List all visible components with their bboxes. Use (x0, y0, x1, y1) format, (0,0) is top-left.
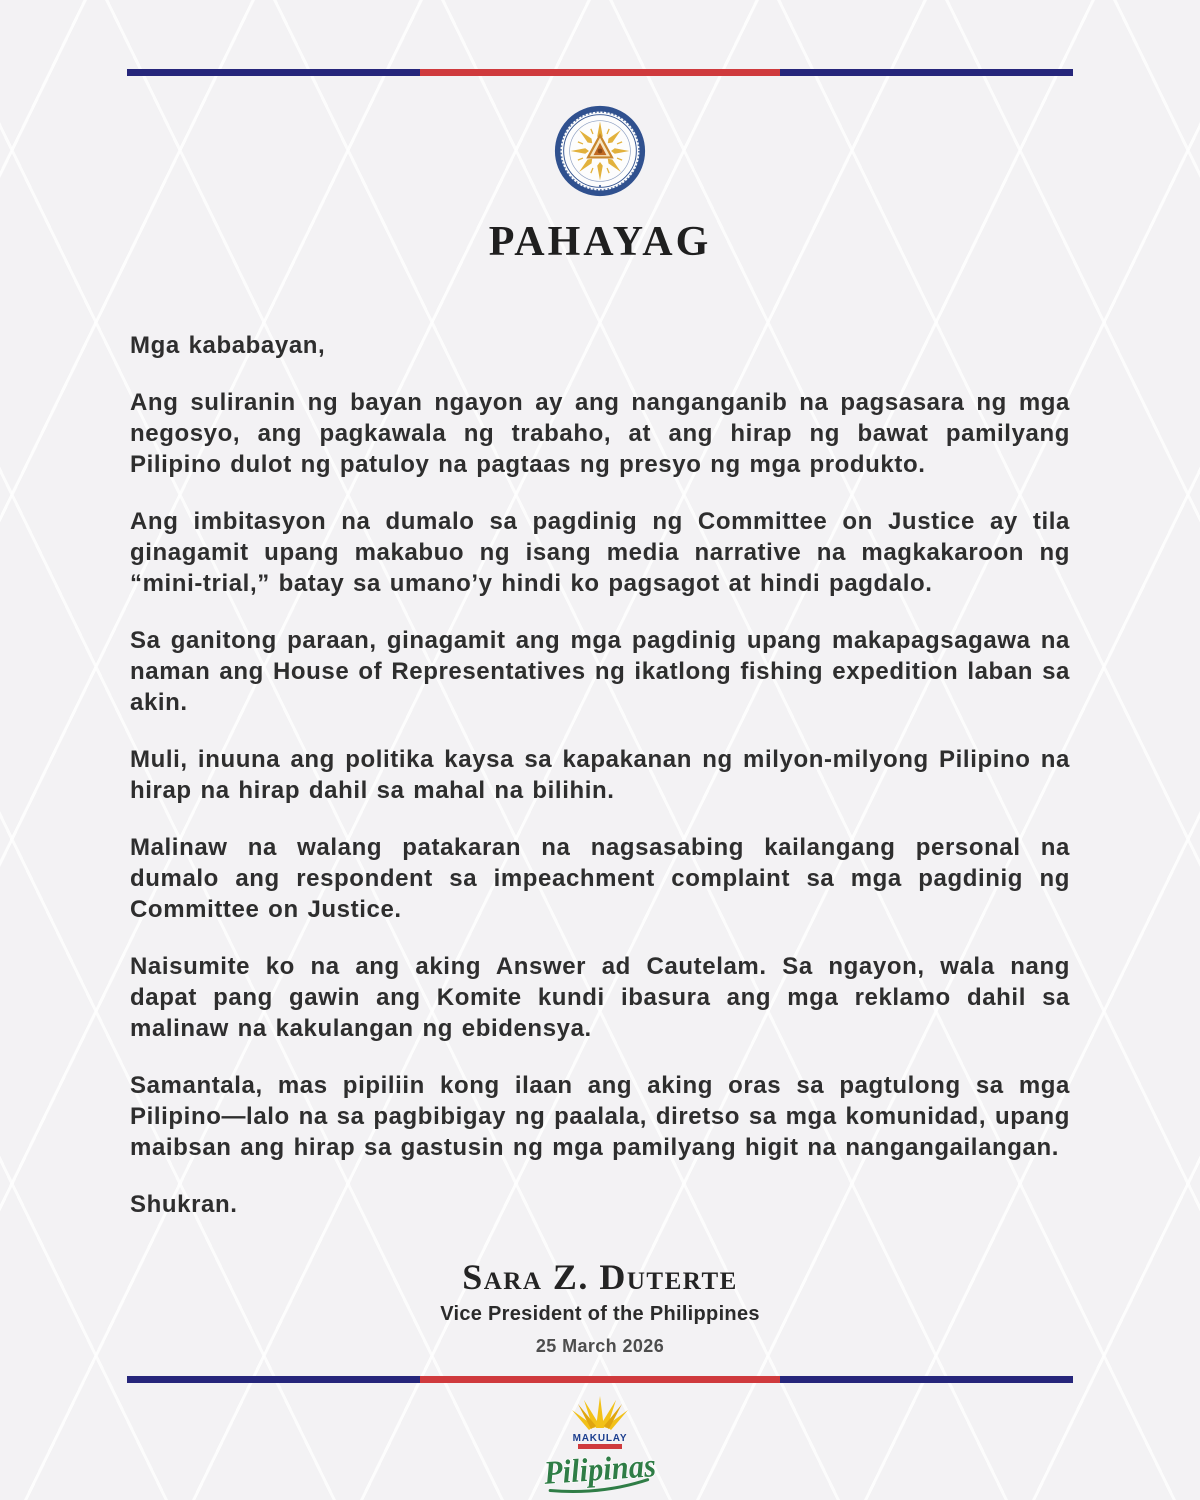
paragraph: Muli, inuuna ang politika kaysa sa kapakanan ng milyon-milyong Pilipino na hirap na hirap dahil sa mahal na bilihin. (130, 746, 1070, 804)
signature-block (0, 1256, 1200, 1357)
signatory-name: Sara Z. Duterte (462, 1257, 738, 1297)
logo-script-text (542, 1447, 666, 1494)
sun-rays-icon (572, 1396, 628, 1430)
paragraph: Naisumite ko na ang aking Answer ad Cautelam. Sa ngayon, wala nang dapat pang gawin ang Komite kundi ibasura ang mga reklamo dahil sa malinaw na kakulangan ng ebidensya. (130, 953, 1070, 1042)
divider-segment-navy (127, 1376, 420, 1383)
closing-word: Shukran. (130, 1191, 238, 1218)
top-divider-bar (127, 69, 1073, 76)
divider-segment-navy (127, 69, 420, 76)
signatory-title: Vice President of the Philippines (440, 1303, 760, 1325)
paragraph: Sa ganitong paraan, ginagamit ang mga pagdinig upang makapagsagawa na naman ang House of Representatives ng ikatlong fishing expedition laban sa akin. (130, 627, 1070, 716)
logo-red-stripe (578, 1444, 622, 1449)
divider-segment-red (420, 69, 779, 76)
paragraph: Ang imbitasyon na dumalo sa pagdinig ng Committee on Justice ay tila ginagamit upang makabuo ng isang media narrative na magkakaroon ng “mini-trial,” batay sa umano’y hindi ko pagsagot at hindi pagdalo. (130, 508, 1070, 597)
letter-body (130, 330, 1070, 1220)
divider-segment-navy (780, 1376, 1073, 1383)
paragraph: Samantala, mas pipiliin kong ilaan ang aking oras sa pagtulong sa mga Pilipino—lalo na sa pagbibigay ng paalala, diretso sa mga komunidad, upang maibsan ang hirap sa gastusin ng mga pamilyang higit na nangangailangan. (130, 1072, 1070, 1161)
statement-date: 25 March 2026 (535, 1336, 665, 1356)
paragraph: Ang suliranin ng bayan ngayon ay ang nanganganib na pagsasara ng mga negosyo, ang pagkawala ng trabaho, at ang hirap ng bawat pamilyang Pilipino dulot ng patuloy na pagtaas ng presyo ng mga produkto. (130, 389, 1070, 478)
divider-segment-navy (780, 69, 1073, 76)
logo-badge-text: MAKULAY (572, 1433, 628, 1444)
salutation: Mga kababayan, (130, 332, 326, 359)
divider-segment-red (420, 1376, 779, 1383)
ovp-seal-icon (554, 105, 646, 197)
page-title: PAHAYAG (488, 219, 712, 265)
svg-text:Pilipinas: Pilipinas (542, 1447, 666, 1492)
paragraph: Malinaw na walang patakaran na nagsasabing kailangang personal na dumalo ang respondent sa impeachment complaint sa mga pagdinig ng Committee on Justice. (130, 834, 1070, 923)
pilipinas-logo (525, 1390, 675, 1498)
bottom-divider-bar (127, 1376, 1073, 1383)
